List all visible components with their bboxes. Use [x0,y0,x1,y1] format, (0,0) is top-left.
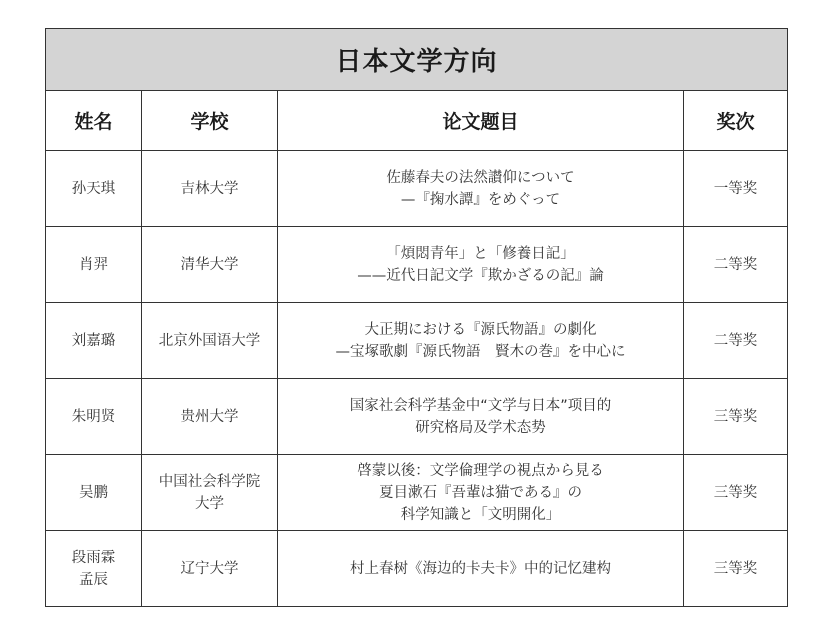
table-row [46,227,788,303]
school-cell [142,531,278,607]
school-cell [142,303,278,379]
name-line: 孙天琪 [71,180,116,197]
award-table [45,28,788,607]
name-line: 段雨霖 [71,549,116,566]
thesis-line: 村上春树《海边的卡夫卡》中的记忆建构 [350,560,611,577]
school-line: 北京外国语大学 [158,332,261,349]
thesis-line: 大正期における『源氏物語』の劇化 [364,321,597,338]
award-cell: 一等奖 [684,151,788,227]
school-cell [142,455,278,531]
thesis-line: 佐藤春夫の法然讃仰について [386,169,575,186]
school-line: 贵州大学 [180,408,239,425]
thesis-line: 科学知識と「文明開化」 [400,506,561,523]
name-cell [46,303,142,379]
thesis-cell [278,379,684,455]
thesis-line: 研究格局及学术态势 [415,419,546,436]
name-line: 孟辰 [79,571,108,588]
school-line: 清华大学 [180,256,239,273]
school-line: 中国社会科学院 [158,473,261,490]
school-line: 辽宁大学 [180,560,239,577]
table-row [46,531,788,607]
award-cell: 三等奖 [684,531,788,607]
title-row [46,29,788,91]
thesis-cell [278,455,684,531]
thesis-line: —『掬水譚』をめぐって [400,191,561,208]
name-cell [46,455,142,531]
thesis-cell [278,151,684,227]
school-line: 吉林大学 [180,180,239,197]
header-award: 奖次 [684,91,788,151]
table-row [46,151,788,227]
table-row [46,379,788,455]
thesis-line: 啓蒙以後：文学倫理学の視点から見る [357,462,604,479]
name-line: 刘嘉璐 [71,332,116,349]
school-cell [142,151,278,227]
thesis-cell [278,227,684,303]
award-cell: 二等奖 [684,227,788,303]
school-line: 大学 [195,495,224,512]
header-row [46,91,788,151]
thesis-line: 夏目漱石『吾輩は猫である』の [379,484,582,501]
school-cell [142,227,278,303]
name-line: 朱明贤 [71,408,116,425]
name-cell [46,227,142,303]
header-name: 姓名 [46,91,142,151]
school-cell [142,379,278,455]
header-thesis: 论文题目 [278,91,684,151]
name-cell [46,151,142,227]
thesis-cell [278,303,684,379]
thesis-line: 「煩悶青年」と「修養日記」 [386,245,575,262]
header-school: 学校 [142,91,278,151]
thesis-line: 国家社会科学基金中“文学与日本”项目的 [349,397,612,414]
name-cell [46,379,142,455]
award-cell: 三等奖 [684,379,788,455]
thesis-cell [278,531,684,607]
name-cell [46,531,142,607]
table-row [46,303,788,379]
name-line: 肖羿 [79,256,108,273]
award-cell: 二等奖 [684,303,788,379]
table-title: 日本文学方向 [46,29,788,91]
table-row [46,455,788,531]
name-line: 吴鹏 [79,484,108,501]
award-cell: 三等奖 [684,455,788,531]
thesis-line: ——近代日記文学『欺かざるの記』論 [357,267,604,284]
thesis-line: —宝塚歌劇『源氏物語 賢木の巻』を中心に [335,343,626,360]
